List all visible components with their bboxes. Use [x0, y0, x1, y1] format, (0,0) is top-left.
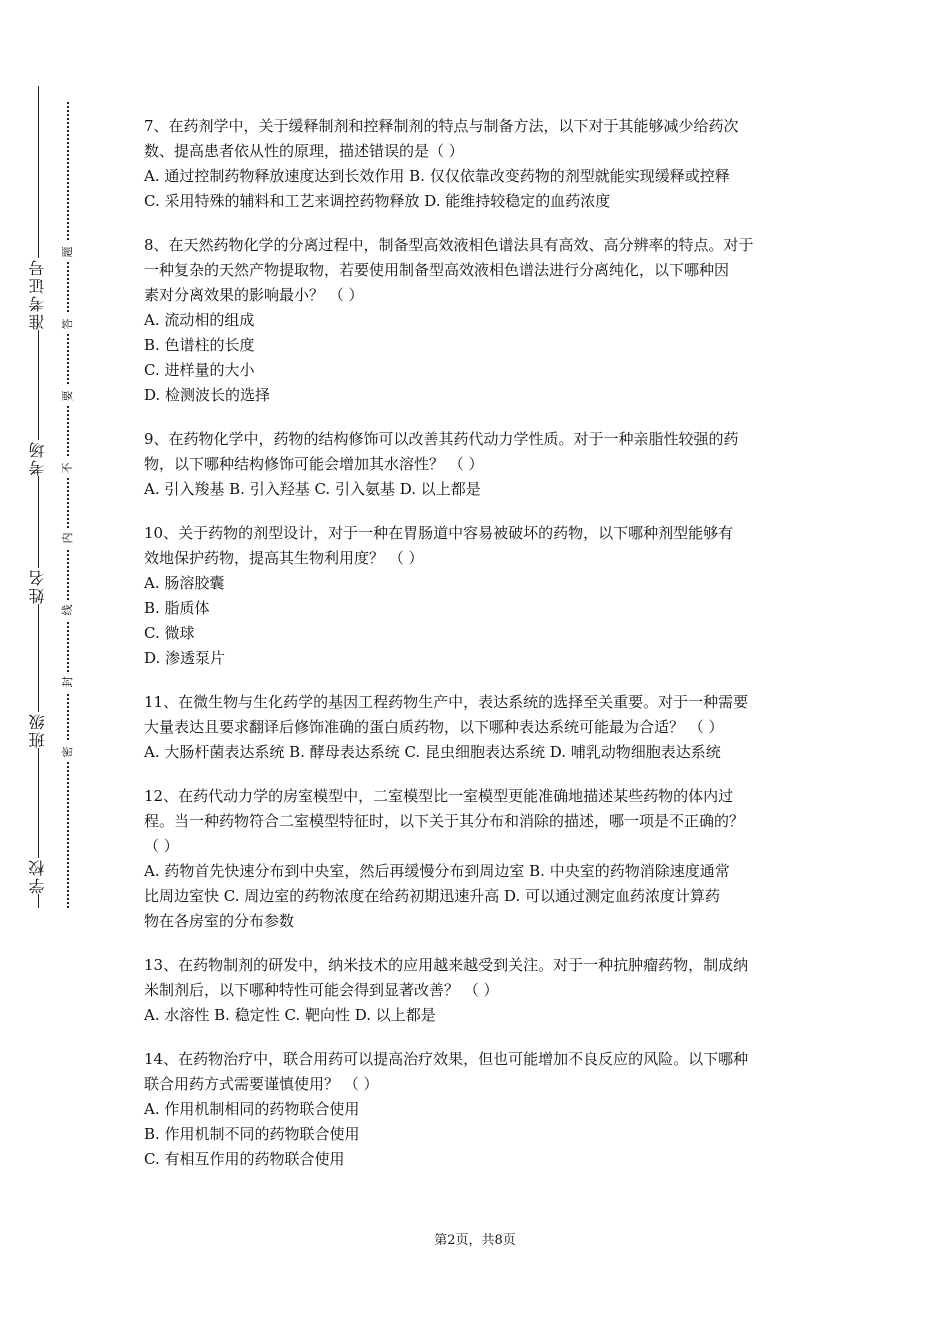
option-line: A. 作用机制相同的药物联合使用 — [144, 1100, 360, 1118]
seal-char: 要 — [58, 386, 78, 406]
question-text: 9、在药物化学中，药物的结构修饰可以改善其药代动力学性质。对于一种亲脂性较强的药 — [144, 430, 739, 448]
option-line: A. 引入羧基 B. 引入羟基 C. 引入氨基 D. 以上都是 — [144, 480, 481, 498]
option-line: C. 进样量的大小 — [144, 361, 255, 379]
question-text: 11、在微生物与生化药学的基因工程药物生产中，表达系统的选择至关重要。对于一种需要 — [144, 693, 749, 711]
question-text: 13、在药物制剂的研发中，纳米技术的应用越来越受到关注。对于一种抗肿瘤药物，制成纳 — [144, 956, 749, 974]
question-text: 一种复杂的天然产物提取物，若要使用制备型高效液相色谱法进行分离纯化，以下哪种因 — [144, 261, 730, 279]
question-12 — [144, 784, 814, 934]
option-line: A. 流动相的组成 — [144, 311, 255, 329]
seal-char: 线 — [58, 600, 78, 620]
question-text: 8、在天然药物化学的分离过程中，制备型高效液相色谱法具有高效、高分辨率的特点。对于 — [144, 236, 754, 254]
question-11 — [144, 690, 814, 765]
question-text: 10、关于药物的剂型设计，对于一种在胃肠道中容易被破坏的药物，以下哪种剂型能够有 — [144, 524, 734, 542]
option-line: 物在各房室的分布参数 — [144, 912, 295, 930]
page-number: 第2页，共8页 — [434, 1233, 516, 1248]
school-label: 学校 — [20, 858, 56, 894]
seal-char: 内 — [58, 528, 78, 548]
seal-char: 密 — [58, 742, 78, 762]
question-text: 程。当一种药物符合二室模型特征时，以下关于其分布和消除的描述，哪一项是不正确的？ — [144, 812, 745, 830]
question-text: 14、在药物治疗中，联合用药可以提高治疗效果，但也可能增加不良反应的风险。以下哪种 — [144, 1050, 749, 1068]
question-text: （ ） — [144, 837, 179, 855]
option-line: C. 有相互作用的药物联合使用 — [144, 1150, 345, 1168]
question-9 — [144, 427, 814, 502]
option-line: B. 脂质体 — [144, 599, 210, 617]
question-text: 大量表达且要求翻译后修饰准确的蛋白质药物，以下哪种表达系统可能最为合适？ （ ） — [144, 718, 724, 736]
option-line: A. 大肠杆菌表达系统 B. 酵母表达系统 C. 昆虫细胞表达系统 D. 哺乳动物细胞表达系统 — [144, 743, 721, 761]
binding-solid-line — [38, 86, 39, 908]
seal-char: 答 — [58, 314, 78, 334]
exam-number-label: 准考证号 — [20, 258, 56, 330]
option-line: B. 色谱柱的长度 — [144, 336, 255, 354]
question-text: 素对分离效果的影响最小？ （ ） — [144, 286, 364, 304]
question-text: 数、提高患者依从性的原理，描述错误的是（ ） — [144, 142, 464, 160]
option-line: D. 检测波长的选择 — [144, 386, 271, 404]
question-text: 7、在药剂学中，关于缓释制剂和控释制剂的特点与制备方法，以下对于其能够减少给药次 — [144, 117, 739, 135]
seal-char: 封 — [58, 672, 78, 692]
class-label: 班级 — [20, 712, 56, 748]
name-label: 姓名 — [20, 568, 56, 604]
seal-char: 不 — [58, 458, 78, 478]
question-list — [144, 114, 814, 1191]
option-line: B. 作用机制不同的药物联合使用 — [144, 1125, 360, 1143]
option-line: A. 水溶性 B. 稳定性 C. 靶向性 D. 以上都是 — [144, 1006, 436, 1024]
option-line: C. 采用特殊的辅料和工艺来调控药物释放 D. 能维持较稳定的血药浓度 — [144, 192, 611, 210]
question-14 — [144, 1047, 814, 1172]
seal-char: 题 — [58, 242, 78, 262]
question-text: 米制剂后，以下哪种特性可能会得到显著改善？ （ ） — [144, 981, 499, 999]
question-7 — [144, 114, 814, 214]
question-10 — [144, 521, 814, 671]
question-13 — [144, 953, 814, 1028]
option-line: 比周边室快 C. 周边室的药物浓度在给药初期迅速升高 D. 可以通过测定血药浓度计算药 — [144, 887, 721, 905]
option-line: A. 通过控制药物释放速度达到长效作用 B. 仅仅依靠改变药物的剂型就能实现缓释或控释 — [144, 167, 730, 185]
option-line: A. 药物首先快速分布到中央室，然后再缓慢分布到周边室 B. 中央室的药物消除速度通常 — [144, 862, 730, 880]
exam-room-label: 考场 — [20, 440, 56, 476]
binding-dotted-line — [67, 102, 69, 908]
question-text: 物，以下哪种结构修饰可能会增加其水溶性？ （ ） — [144, 455, 484, 473]
option-line: D. 渗透泵片 — [144, 649, 226, 667]
question-text: 效地保护药物，提高其生物利用度？ （ ） — [144, 549, 424, 567]
question-8 — [144, 233, 814, 408]
option-line: A. 肠溶胶囊 — [144, 574, 225, 592]
option-line: C. 微球 — [144, 624, 195, 642]
question-text: 12、在药代动力学的房室模型中，二室模型比一室模型更能准确地描述某些药物的体内过 — [144, 787, 734, 805]
question-text: 联合用药方式需要谨慎使用？ （ ） — [144, 1075, 379, 1093]
